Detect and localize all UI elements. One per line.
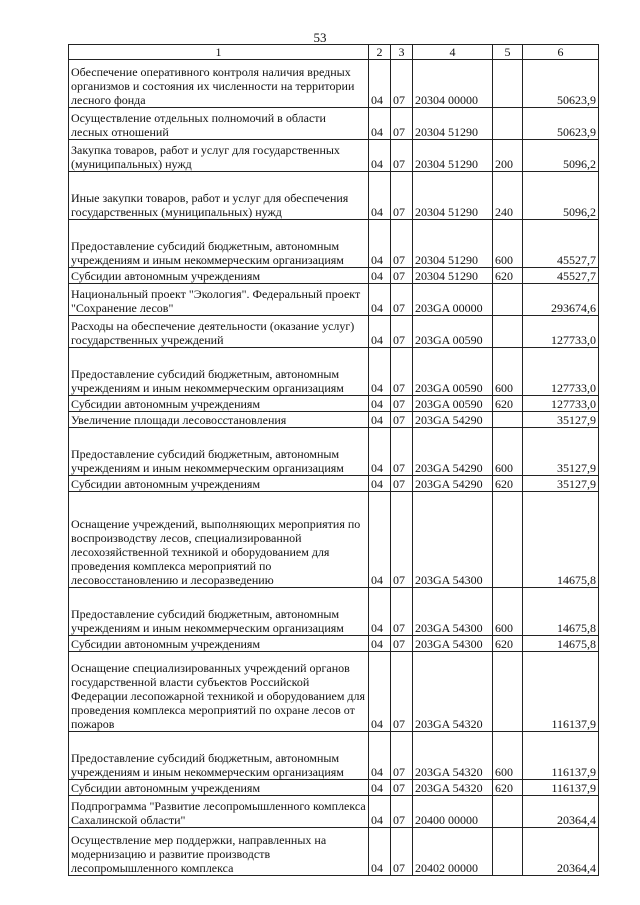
row-subsection: 07 bbox=[391, 780, 413, 796]
row-expense-type: 600 bbox=[493, 428, 523, 476]
row-target-article: 20304 51290 bbox=[413, 140, 493, 172]
table-row bbox=[69, 268, 599, 284]
row-subsection: 07 bbox=[391, 588, 413, 636]
budget-table bbox=[68, 44, 599, 876]
table-row bbox=[69, 412, 599, 428]
row-subsection: 07 bbox=[391, 220, 413, 268]
row-amount: 14675,8 bbox=[523, 492, 599, 588]
row-name: Увеличение площади лесовосстановления bbox=[69, 412, 369, 428]
table-row bbox=[69, 828, 599, 876]
row-expense-type: 620 bbox=[493, 396, 523, 412]
page-number: 53 bbox=[313, 30, 327, 45]
row-section: 04 bbox=[369, 492, 391, 588]
row-name: Субсидии автономным учреждениям bbox=[69, 268, 369, 284]
row-subsection: 07 bbox=[391, 268, 413, 284]
row-target-article: 203GA 54300 bbox=[413, 588, 493, 636]
row-amount: 45527,7 bbox=[523, 220, 599, 268]
row-name: Осуществление отдельных полномочий в области лесных отношений bbox=[69, 108, 369, 140]
row-amount: 35127,9 bbox=[523, 476, 599, 492]
row-name: Субсидии автономным учреждениям bbox=[69, 780, 369, 796]
row-name: Закупка товаров, работ и услуг для государственных (муниципальных) нужд bbox=[69, 140, 369, 172]
row-expense-type: 600 bbox=[493, 348, 523, 396]
row-amount: 5096,2 bbox=[523, 140, 599, 172]
row-expense-type: 620 bbox=[493, 476, 523, 492]
row-name: Оснащение учреждений, выполняющих мероприятия по воспроизводству лесов, специализированной лесохозяйственной техникой и оборудованием для проведения комплекса мероприятий по лесовосстановлению и лесоразведению bbox=[69, 492, 369, 588]
row-name: Предоставление субсидий бюджетным, автономным учреждениям и иным некоммерческим организациям bbox=[69, 348, 369, 396]
row-amount: 14675,8 bbox=[523, 588, 599, 636]
row-subsection: 07 bbox=[391, 732, 413, 780]
row-section: 04 bbox=[369, 284, 391, 316]
table-row bbox=[69, 796, 599, 828]
row-section: 04 bbox=[369, 428, 391, 476]
table-row bbox=[69, 780, 599, 796]
row-subsection: 07 bbox=[391, 396, 413, 412]
row-name: Субсидии автономным учреждениям bbox=[69, 476, 369, 492]
row-amount: 5096,2 bbox=[523, 172, 599, 220]
row-expense-type: 600 bbox=[493, 732, 523, 780]
row-amount: 116137,9 bbox=[523, 732, 599, 780]
table-row bbox=[69, 108, 599, 140]
row-target-article: 203GA 00590 bbox=[413, 396, 493, 412]
row-target-article: 203GA 54300 bbox=[413, 492, 493, 588]
row-target-article: 20304 51290 bbox=[413, 268, 493, 284]
row-target-article: 203GA 54320 bbox=[413, 652, 493, 732]
table-row bbox=[69, 428, 599, 476]
header-col-1: 1 bbox=[69, 45, 369, 60]
row-section: 04 bbox=[369, 732, 391, 780]
row-name: Субсидии автономным учреждениям bbox=[69, 636, 369, 652]
table-row bbox=[69, 348, 599, 396]
row-name: Обеспечение оперативного контроля наличия вредных организмов и состояния их численности на территории лесного фонда bbox=[69, 60, 369, 108]
row-target-article: 20304 51290 bbox=[413, 108, 493, 140]
row-amount: 20364,4 bbox=[523, 828, 599, 876]
row-target-article: 203GA 54290 bbox=[413, 428, 493, 476]
row-section: 04 bbox=[369, 796, 391, 828]
row-subsection: 07 bbox=[391, 316, 413, 348]
row-section: 04 bbox=[369, 60, 391, 108]
table-row bbox=[69, 284, 599, 316]
row-name: Предоставление субсидий бюджетным, автономным учреждениям и иным некоммерческим организациям bbox=[69, 732, 369, 780]
row-name: Предоставление субсидий бюджетным, автономным учреждениям и иным некоммерческим организациям bbox=[69, 428, 369, 476]
row-subsection: 07 bbox=[391, 636, 413, 652]
row-section: 04 bbox=[369, 396, 391, 412]
table-row bbox=[69, 476, 599, 492]
row-subsection: 07 bbox=[391, 412, 413, 428]
row-expense-type bbox=[493, 828, 523, 876]
row-section: 04 bbox=[369, 108, 391, 140]
row-section: 04 bbox=[369, 636, 391, 652]
row-section: 04 bbox=[369, 412, 391, 428]
row-target-article: 203GA 00590 bbox=[413, 348, 493, 396]
row-subsection: 07 bbox=[391, 60, 413, 108]
row-target-article: 20400 00000 bbox=[413, 796, 493, 828]
row-section: 04 bbox=[369, 588, 391, 636]
row-section: 04 bbox=[369, 476, 391, 492]
row-expense-type: 200 bbox=[493, 140, 523, 172]
row-section: 04 bbox=[369, 172, 391, 220]
table-row bbox=[69, 588, 599, 636]
row-amount: 127733,0 bbox=[523, 316, 599, 348]
row-amount: 116137,9 bbox=[523, 780, 599, 796]
row-target-article: 203GA 54290 bbox=[413, 476, 493, 492]
row-section: 04 bbox=[369, 316, 391, 348]
row-name: Национальный проект "Экология". Федеральный проект "Сохранение лесов" bbox=[69, 284, 369, 316]
row-subsection: 07 bbox=[391, 828, 413, 876]
row-section: 04 bbox=[369, 268, 391, 284]
row-expense-type: 600 bbox=[493, 220, 523, 268]
row-section: 04 bbox=[369, 780, 391, 796]
row-amount: 35127,9 bbox=[523, 412, 599, 428]
row-name: Осуществление мер поддержки, направленных на модернизацию и развитие производств лесопромышленного комплекса bbox=[69, 828, 369, 876]
header-col-5: 5 bbox=[493, 45, 523, 60]
row-expense-type bbox=[493, 412, 523, 428]
row-subsection: 07 bbox=[391, 652, 413, 732]
row-expense-type bbox=[493, 796, 523, 828]
row-subsection: 07 bbox=[391, 428, 413, 476]
row-amount: 45527,7 bbox=[523, 268, 599, 284]
table-row bbox=[69, 636, 599, 652]
table-header-row bbox=[69, 45, 599, 60]
row-expense-type bbox=[493, 60, 523, 108]
row-subsection: 07 bbox=[391, 172, 413, 220]
row-target-article: 20304 51290 bbox=[413, 172, 493, 220]
row-expense-type bbox=[493, 108, 523, 140]
row-target-article: 203GA 54300 bbox=[413, 636, 493, 652]
table-row bbox=[69, 732, 599, 780]
row-target-article: 203GA 54320 bbox=[413, 780, 493, 796]
row-subsection: 07 bbox=[391, 476, 413, 492]
row-name: Расходы на обеспечение деятельности (оказание услуг) государственных учреждений bbox=[69, 316, 369, 348]
row-expense-type: 620 bbox=[493, 636, 523, 652]
row-target-article: 20304 00000 bbox=[413, 60, 493, 108]
table-row bbox=[69, 140, 599, 172]
row-amount: 127733,0 bbox=[523, 348, 599, 396]
row-amount: 127733,0 bbox=[523, 396, 599, 412]
row-amount: 50623,9 bbox=[523, 108, 599, 140]
row-amount: 293674,6 bbox=[523, 284, 599, 316]
row-expense-type: 620 bbox=[493, 268, 523, 284]
row-target-article: 203GA 54320 bbox=[413, 732, 493, 780]
header-col-2: 2 bbox=[369, 45, 391, 60]
header-col-6: 6 bbox=[523, 45, 599, 60]
row-amount: 14675,8 bbox=[523, 636, 599, 652]
row-expense-type: 600 bbox=[493, 588, 523, 636]
row-target-article: 203GA 54290 bbox=[413, 412, 493, 428]
table-row bbox=[69, 172, 599, 220]
table-row bbox=[69, 652, 599, 732]
row-target-article: 203GA 00590 bbox=[413, 316, 493, 348]
table-row bbox=[69, 492, 599, 588]
row-amount: 50623,9 bbox=[523, 60, 599, 108]
row-name: Оснащение специализированных учреждений органов государственной власти субъектов Российской Федерации лесопожарной техникой и оборудованием для проведения комплекса мероприятий по охране лесов от пожаров bbox=[69, 652, 369, 732]
row-name: Подпрограмма "Развитие лесопромышленного комплекса Сахалинской области" bbox=[69, 796, 369, 828]
row-section: 04 bbox=[369, 140, 391, 172]
row-name: Иные закупки товаров, работ и услуг для обеспечения государственных (муниципальных) нужд bbox=[69, 172, 369, 220]
row-section: 04 bbox=[369, 220, 391, 268]
row-amount: 20364,4 bbox=[523, 796, 599, 828]
row-expense-type bbox=[493, 316, 523, 348]
row-subsection: 07 bbox=[391, 284, 413, 316]
row-section: 04 bbox=[369, 348, 391, 396]
row-subsection: 07 bbox=[391, 140, 413, 172]
row-expense-type bbox=[493, 652, 523, 732]
header-col-3: 3 bbox=[391, 45, 413, 60]
row-section: 04 bbox=[369, 828, 391, 876]
row-expense-type bbox=[493, 284, 523, 316]
row-expense-type: 620 bbox=[493, 780, 523, 796]
row-target-article: 20304 51290 bbox=[413, 220, 493, 268]
row-expense-type: 240 bbox=[493, 172, 523, 220]
row-target-article: 203GA 00000 bbox=[413, 284, 493, 316]
row-subsection: 07 bbox=[391, 108, 413, 140]
table-row bbox=[69, 316, 599, 348]
row-amount: 35127,9 bbox=[523, 428, 599, 476]
table-row bbox=[69, 396, 599, 412]
table-row bbox=[69, 60, 599, 108]
row-subsection: 07 bbox=[391, 348, 413, 396]
row-subsection: 07 bbox=[391, 492, 413, 588]
table-row bbox=[69, 220, 599, 268]
row-subsection: 07 bbox=[391, 796, 413, 828]
row-target-article: 20402 00000 bbox=[413, 828, 493, 876]
row-amount: 116137,9 bbox=[523, 652, 599, 732]
row-name: Предоставление субсидий бюджетным, автономным учреждениям и иным некоммерческим организациям bbox=[69, 220, 369, 268]
row-section: 04 bbox=[369, 652, 391, 732]
row-name: Предоставление субсидий бюджетным, автономным учреждениям и иным некоммерческим организациям bbox=[69, 588, 369, 636]
row-expense-type bbox=[493, 492, 523, 588]
header-col-4: 4 bbox=[413, 45, 493, 60]
row-name: Субсидии автономным учреждениям bbox=[69, 396, 369, 412]
